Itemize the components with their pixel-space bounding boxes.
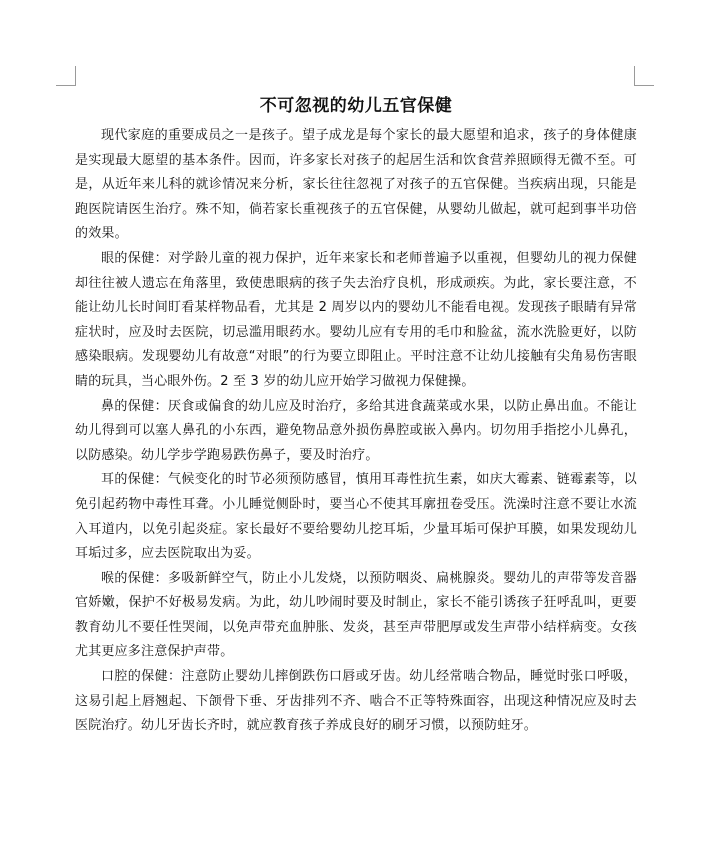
paragraph-intro: 现代家庭的重要成员之一是孩子。望子成龙是每个家长的最大愿望和追求，孩子的身体健康是实现最大愿望的基本条件。因而，许多家长对孩子的起居生活和饮食营养照顾得无微不至。可是，从近年来儿科的就诊情况来分析，家长往往忽视了对孩子的五官保健。当疾病出现，只能是跑医院请医生治疗。殊不知，倘若家长重视孩子的五官保健，从婴幼儿做起，就可起到事半功倍的效果。: [75, 128, 637, 242]
paragraph-eye-care: 眼的保健：对学龄儿童的视力保护，近年来家长和老师普遍予以重视，但婴幼儿的视力保健却往往被人遗忘在角落里，致使患眼病的孩子失去治疗良机，形成顽疾。为此，家长要注意，不能让幼儿长时间盯看某样物品看，尤其是 2 周岁以内的婴幼儿不能看电视。发现孩子眼睛有异常症状时，应及时去医院，切忌滥用眼药水。婴幼儿应有专用的毛巾和脸盆，流水洗脸更好，以防感染眼病。发现婴幼儿有故意“对眼”的行为要立即阻止。平时注意不让幼儿接触有尖角易伤害眼睛的玩具，当心眼外伤。2 至 3 岁的幼儿应开始学习做视力保健操。: [75, 250, 637, 389]
paragraph-throat-care: 喉的保健：多吸新鲜空气，防止小儿发烧，以预防咽炎、扁桃腺炎。婴幼儿的声带等发音器官娇嫩，保护不好极易发病。为此，幼儿吵闹时要及时制止，家长不能引诱孩子狂呼乱叫，更要教育幼儿不要任性哭闹，以免声带充血肿胀、发炎，甚至声带肥厚或发生声带小结样病变。女孩尤其更应多注意保护声带。: [75, 570, 637, 660]
paragraph-ear-care: 耳的保健：气候变化的时节必须预防感冒，慎用耳毒性抗生素，如庆大霉素、链霉素等，以免引起药物中毒性耳聋。小儿睡觉侧卧时，要当心不使其耳廓扭卷受压。洗澡时注意不要让水流入耳道内，以免引起炎症。家长最好不要给婴幼儿挖耳垢，少量耳垢可保护耳膜，如果发现幼儿耳垢过多，应去医院取出为妥。: [75, 472, 637, 562]
document-title: 不可忽视的幼儿五官保健: [259, 96, 453, 116]
paragraph-mouth-care: 口腔的保健：注意防止婴幼儿摔倒跌伤口唇或牙齿。幼儿经常啮合物品，睡觉时张口呼吸，这易引起上唇翘起、下颌骨下垂、牙齿排列不齐、啮合不正等特殊面容，出现这种情况应及时去医院治疗。幼儿牙齿长齐时，就应教育孩子养成良好的刷牙习惯，以预防蛀牙。: [75, 669, 637, 734]
paragraph-nose-care: 鼻的保健：厌食或偏食的幼儿应及时治疗，多给其进食蔬菜或水果，以防止鼻出血。不能让幼儿得到可以塞人鼻孔的小东西，避免物品意外损伤鼻腔或嵌入鼻内。切勿用手指挖小儿鼻孔，以防感染。幼儿学步学跑易跌伤鼻子，要及时治疗。: [75, 398, 637, 463]
top-left-crop-mark: [56, 66, 76, 86]
document-body[interactable]: [75, 94, 637, 739]
top-right-crop-mark: [634, 66, 654, 86]
